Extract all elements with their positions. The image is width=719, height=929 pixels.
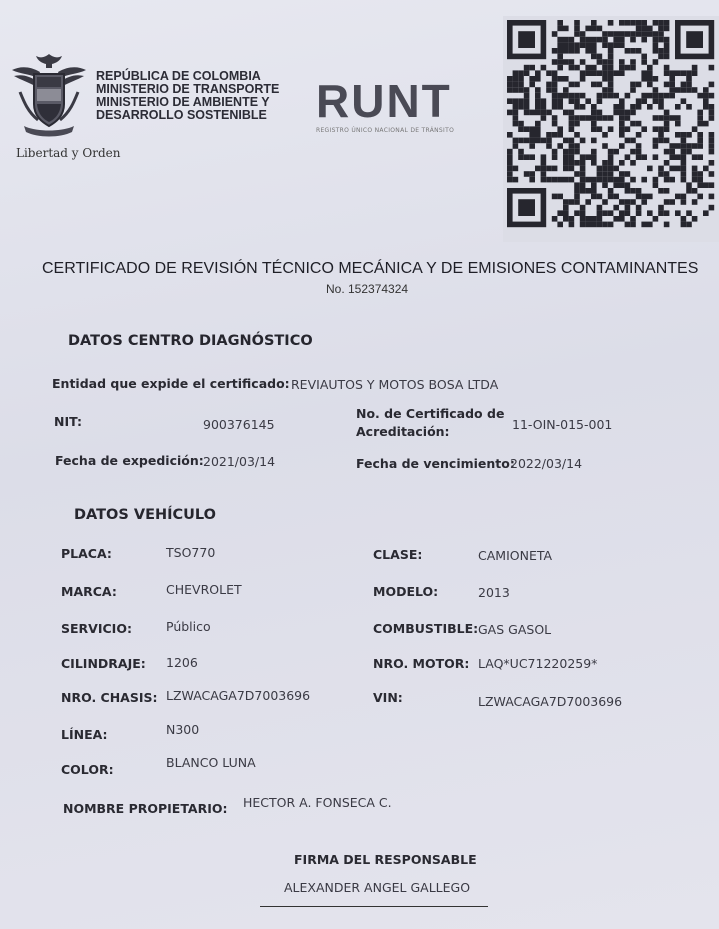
color-label: COLOR: [61, 762, 114, 777]
signature-line [260, 906, 488, 907]
colombia-coat-of-arms-icon [10, 52, 88, 150]
color-value: BLANCO LUNA [166, 755, 256, 770]
placa-value: TSO770 [166, 545, 216, 560]
entidad-label: Entidad que expide el certificado: [52, 376, 290, 391]
vin-value: LZWACAGA7D7003696 [478, 694, 623, 709]
combustible-value: GAS GASOL [478, 622, 552, 637]
vin-label: VIN: [373, 690, 403, 705]
runt-subtitle: REGISTRO ÚNICO NACIONAL DE TRÁNSITO [316, 127, 455, 134]
nro-motor-label: NRO. MOTOR: [373, 656, 470, 671]
firma-label: FIRMA DEL RESPONSABLE [294, 852, 477, 867]
runt-logo: RUNT [316, 75, 452, 127]
servicio-label: SERVICIO: [61, 621, 132, 636]
document-number: No. 152374324 [326, 282, 409, 296]
acreditacion-label-2: Acreditación: [356, 424, 450, 439]
marca-value: CHEVROLET [166, 582, 242, 597]
marca-label: MARCA: [61, 584, 117, 599]
nit-label: NIT: [54, 414, 82, 429]
nro-chasis-label: NRO. CHASIS: [61, 690, 158, 705]
ministry-header [96, 70, 279, 122]
section-centro-diagnostico: DATOS CENTRO DIAGNÓSTICO [68, 333, 313, 349]
ministry-line-3: MINISTERIO DE AMBIENTE Y [96, 95, 270, 109]
expedicion-value: 2021/03/14 [203, 454, 276, 469]
vencimiento-value: 2022/03/14 [510, 456, 583, 471]
servicio-value: Público [166, 619, 211, 634]
cilindraje-label: CILINDRAJE: [61, 656, 146, 671]
ministry-line-1: REPÚBLICA DE COLOMBIA [96, 69, 261, 83]
combustible-label: COMBUSTIBLE: [373, 621, 479, 636]
modelo-value: 2013 [478, 585, 510, 600]
document-title: CERTIFICADO DE REVISIÓN TÉCNICO MECÁNICA Y DE EMISIONES CONTAMINANTES [42, 260, 699, 277]
clase-label: CLASE: [373, 547, 423, 562]
crest-motto: Libertad y Orden [16, 146, 121, 160]
placa-label: PLACA: [61, 546, 112, 561]
propietario-value: HECTOR A. FONSECA C. [243, 795, 392, 810]
acreditacion-label-1: No. de Certificado de [356, 406, 505, 421]
nit-value: 900376145 [203, 417, 275, 432]
cilindraje-value: 1206 [166, 655, 198, 670]
clase-value: CAMIONETA [478, 548, 553, 563]
propietario-label: NOMBRE PROPIETARIO: [63, 801, 228, 816]
nro-motor-value: LAQ*UC71220259* [478, 656, 598, 671]
modelo-label: MODELO: [373, 584, 439, 599]
linea-value: N300 [166, 722, 200, 737]
responsable-name: ALEXANDER ANGEL GALLEGO [284, 880, 471, 895]
linea-label: LÍNEA: [61, 727, 108, 742]
nro-chasis-value: LZWACAGA7D7003696 [166, 688, 311, 703]
expedicion-label: Fecha de expedición: [55, 453, 204, 468]
ministry-line-2: MINISTERIO DE TRANSPORTE [96, 82, 280, 96]
ministry-line-4: DESARROLLO SOSTENIBLE [96, 108, 267, 122]
vencimiento-label: Fecha de vencimiento: [356, 456, 515, 471]
section-datos-vehiculo: DATOS VEHÍCULO [74, 507, 216, 523]
qr-code-icon [503, 16, 719, 242]
entidad-value: REVIAUTOS Y MOTOS BOSA LTDA [291, 377, 499, 392]
acreditacion-value: 11-OIN-015-001 [512, 417, 613, 432]
